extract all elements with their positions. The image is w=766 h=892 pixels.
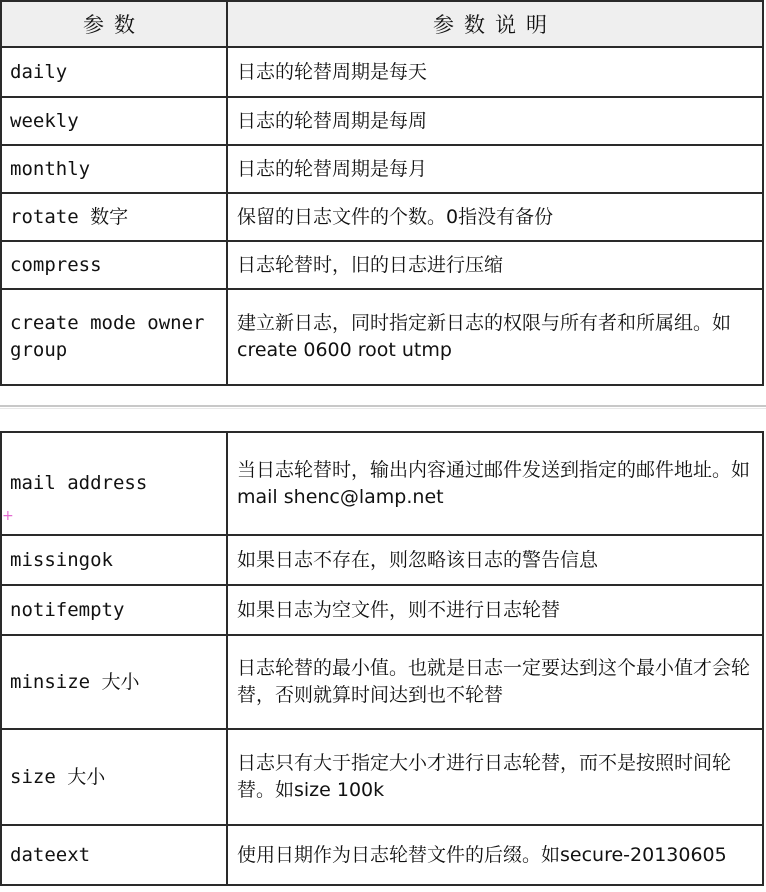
- param-cell: missingok: [1, 535, 227, 585]
- page-divider-shadow: [0, 408, 766, 409]
- desc-cell: 日志的轮替周期是每周: [227, 97, 763, 145]
- param-cell: size 大小: [1, 729, 227, 825]
- header-desc: 参数说明: [227, 1, 763, 47]
- table-row: [1, 145, 763, 193]
- desc-cell: 日志轮替的最小值。也就是日志一定要达到这个最小值才会轮替，否则就算时间达到也不轮替: [227, 635, 763, 729]
- table-row: [1, 97, 763, 145]
- table-row: [1, 729, 763, 825]
- log-rotation-params-table-top: [0, 0, 764, 386]
- table-row: [1, 585, 763, 635]
- desc-cell: 使用日期作为日志轮替文件的后缀。如secure-20130605: [227, 825, 763, 885]
- param-cell: weekly: [1, 97, 227, 145]
- header-param: 参数: [1, 1, 227, 47]
- desc-cell: 如果日志不存在，则忽略该日志的警告信息: [227, 535, 763, 585]
- param-cell: notifempty: [1, 585, 227, 635]
- table-row: [1, 193, 763, 241]
- desc-cell: 如果日志为空文件，则不进行日志轮替: [227, 585, 763, 635]
- desc-cell: 保留的日志文件的个数。0指没有备份: [227, 193, 763, 241]
- param-cell: daily: [1, 47, 227, 97]
- desc-cell: 当日志轮替时，输出内容通过邮件发送到指定的邮件地址。如mail shenc@lamp.net: [227, 432, 763, 535]
- table-row: [1, 289, 763, 385]
- param-cell: minsize 大小: [1, 635, 227, 729]
- param-cell: dateext: [1, 825, 227, 885]
- page-divider: [0, 405, 766, 407]
- log-rotation-params-table-bottom: [0, 431, 764, 886]
- desc-cell: 建立新日志，同时指定新日志的权限与所有者和所属组。如create 0600 root utmp: [227, 289, 763, 385]
- param-cell: compress: [1, 241, 227, 289]
- param-cell: rotate 数字: [1, 193, 227, 241]
- table-row: [1, 535, 763, 585]
- table-row: [1, 635, 763, 729]
- table-row: [1, 825, 763, 885]
- table-header-row: [1, 1, 763, 47]
- table-row: [1, 47, 763, 97]
- table-row: [1, 432, 763, 535]
- param-cell: mail address: [1, 432, 227, 535]
- desc-cell: 日志的轮替周期是每月: [227, 145, 763, 193]
- param-cell: monthly: [1, 145, 227, 193]
- desc-cell: 日志只有大于指定大小才进行日志轮替，而不是按照时间轮替。如size 100k: [227, 729, 763, 825]
- cursor-crosshair-icon: +: [2, 508, 14, 524]
- param-cell: create mode owner group: [1, 289, 227, 385]
- table-row: [1, 241, 763, 289]
- desc-cell: 日志轮替时，旧的日志进行压缩: [227, 241, 763, 289]
- desc-cell: 日志的轮替周期是每天: [227, 47, 763, 97]
